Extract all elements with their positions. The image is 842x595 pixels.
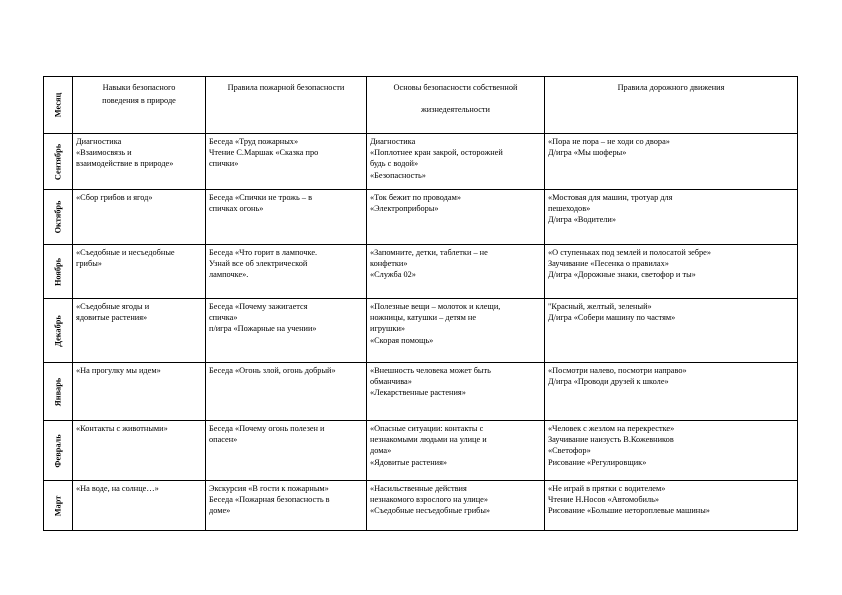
cell-fire [206,481,367,531]
cell-life [367,134,545,190]
cell-line: грибы» [76,259,102,269]
header-nature-safety [73,77,206,134]
cell-line: обманчива» [370,377,412,387]
cell-line: «На прогулку мы идем» [76,366,161,375]
month-label: Октябрь [53,200,63,234]
month-cell [44,245,73,299]
cell-fire [206,245,367,299]
cell-line: игрушки» [370,324,406,334]
cell-life [367,245,545,299]
cell-line: «Не играй в прятки с водителем» [548,484,666,493]
cell-line: «Безопасность» [370,170,426,180]
cell-life [367,421,545,481]
month-label: Январь [53,377,63,406]
cell-line: Чтение Н.Носов «Автомобиль» [548,495,660,505]
cell-fire [206,299,367,363]
cell-line: «Полезные вещи – молоток и клещи, [370,302,501,311]
cell-line: Диагностика [370,137,416,146]
cell-line: «Ток бежит по проводам» [370,193,461,202]
cell-line: доме» [209,506,231,516]
cell-life [367,299,545,363]
month-label: Ноябрь [53,257,63,286]
header-fire-safety [206,77,367,134]
cell-line: дома» [370,446,392,456]
header-line: Правила пожарной безопасности [227,83,345,92]
cell-life [367,481,545,531]
cell-line: Беседа «Огонь злой, огонь добрый» [209,366,336,375]
cell-traffic [545,363,798,421]
month-cell [44,421,73,481]
cell-line: спичках огонь» [209,204,264,214]
month-label: Сентябрь [53,143,63,180]
cell-line: Д/игра «Дорожные знаки, светофор и ты» [548,270,696,280]
cell-line: Беседа «Почему огонь полезен и [209,424,325,433]
cell-line: «Скорая помощь» [370,335,434,345]
header-traffic-rules [545,77,798,134]
cell-line: «Съедобные ягоды и [76,302,150,311]
cell-traffic [545,190,798,245]
month-cell [44,363,73,421]
cell-line: «Электроприборы» [370,204,439,214]
cell-line: «Внешность человека может быть [370,366,491,375]
cell-line: «Посмотри налево, посмотри направо» [548,366,687,375]
table-row [44,245,798,299]
cell-nature [73,421,206,481]
header-row [44,77,798,134]
header-line: жизнедеятельности [421,105,490,114]
month-label: Февраль [53,433,63,468]
cell-line: Д/игра «Проводи друзей к школе» [548,377,669,387]
cell-line: спичка» [209,313,238,323]
cell-line: Д/игра «Водители» [548,215,617,225]
header-line: Основы безопасности собственной [393,83,518,92]
cell-line: «Сбор грибов и ягод» [76,193,153,202]
cell-line: Беседа «Спички не трожь – в [209,193,313,202]
table-row [44,190,798,245]
month-label: Март [53,495,63,516]
cell-nature [73,363,206,421]
cell-line: Чтение С.Маршак «Сказка про [209,148,319,158]
cell-fire [206,421,367,481]
cell-line: Рисование «Регулировщик» [548,457,647,467]
cell-fire [206,134,367,190]
cell-line: «Человек с жезлом на перекрестке» [548,424,675,433]
cell-line: п/игра «Пожарные на учении» [209,324,317,334]
cell-traffic [545,245,798,299]
cell-line: Узнай все об электрической [209,259,308,269]
cell-line: Диагностика [76,137,122,146]
table-row [44,481,798,531]
month-cell [44,134,73,190]
cell-line: ножницы, катушки – детям не [370,313,477,323]
cell-nature [73,134,206,190]
cell-line: «Пора не пора – не ходи со двора» [548,137,670,146]
cell-line: «Лекарственные растения» [370,388,466,398]
header-line: Правила дорожного движения [617,83,725,92]
table-row [44,134,798,190]
cell-line: Заучивание наизусть В.Кожевников [548,435,674,445]
cell-line: "Красный, желтый, зеленый» [548,302,652,311]
cell-line: «Служба 02» [370,270,416,280]
cell-traffic [545,299,798,363]
cell-line: будь с водой» [370,159,419,169]
plan-table [43,76,798,531]
cell-line: «Поплотнее кран закрой, осторожней [370,148,503,158]
cell-fire [206,363,367,421]
cell-line: Д/игра «Мы шоферы» [548,148,627,158]
header-line: поведения в природе [102,96,176,105]
cell-line: Беседа «Что горит в лампочке. [209,248,318,257]
cell-line: Беседа «Пожарная безопасность в [209,495,330,505]
month-label: Декабрь [53,314,63,347]
cell-line: ядовитые растения» [76,313,148,323]
cell-line: Беседа «Труд пожарных» [209,137,299,146]
cell-line: опасен» [209,435,238,445]
cell-traffic [545,481,798,531]
cell-line: Беседа «Почему зажигается [209,302,308,311]
cell-life [367,363,545,421]
cell-traffic [545,421,798,481]
cell-nature [73,299,206,363]
cell-line: «Съедобные и несъедобные [76,248,175,257]
header-life-safety [367,77,545,134]
cell-line: взаимодействие в природе» [76,159,174,169]
cell-line: «О ступеньках под землей и полосатой зебре» [548,248,711,257]
cell-line: «Запомните, детки, таблетки – не [370,248,488,257]
cell-line: «На воде, на солнце…» [76,484,159,493]
cell-line: «Взаимосвязь и [76,148,132,158]
cell-line: Рисование «Большие нетороплевые машины» [548,506,710,516]
cell-line: «Светофор» [548,446,591,456]
cell-line: «Съедобные несъедобные грибы» [370,506,491,516]
table-row [44,299,798,363]
cell-nature [73,190,206,245]
cell-line: «Мостовая для машин, тротуар для [548,193,673,202]
header-line: Навыки безопасного [102,83,176,92]
cell-line: «Ядовитые растения» [370,457,448,467]
cell-nature [73,245,206,299]
cell-line: незнакомыми людьми на улице и [370,435,487,445]
cell-line: «Контакты с животными» [76,424,168,433]
month-cell [44,299,73,363]
cell-line: лампочке». [209,270,249,280]
cell-life [367,190,545,245]
cell-line: пешеходов» [548,204,591,214]
cell-traffic [545,134,798,190]
cell-line: Заучивание «Песенка о правилах» [548,259,669,269]
cell-nature [73,481,206,531]
cell-line: конфетки» [370,259,408,269]
cell-line: Экскурсия «В гости к пожарным» [209,484,329,493]
table-row [44,421,798,481]
cell-line: спички» [209,159,239,169]
cell-line: «Насильственные действия [370,484,467,493]
month-header-label: Месяц [53,92,63,118]
month-cell [44,481,73,531]
cell-line: незнакомого взрослого на улице» [370,495,488,505]
table-row [44,363,798,421]
cell-fire [206,190,367,245]
cell-line: «Опасные ситуации: контакты с [370,424,484,433]
month-header-cell [44,77,73,134]
cell-line: Д/игра «Собери машину по частям» [548,313,676,323]
month-cell [44,190,73,245]
